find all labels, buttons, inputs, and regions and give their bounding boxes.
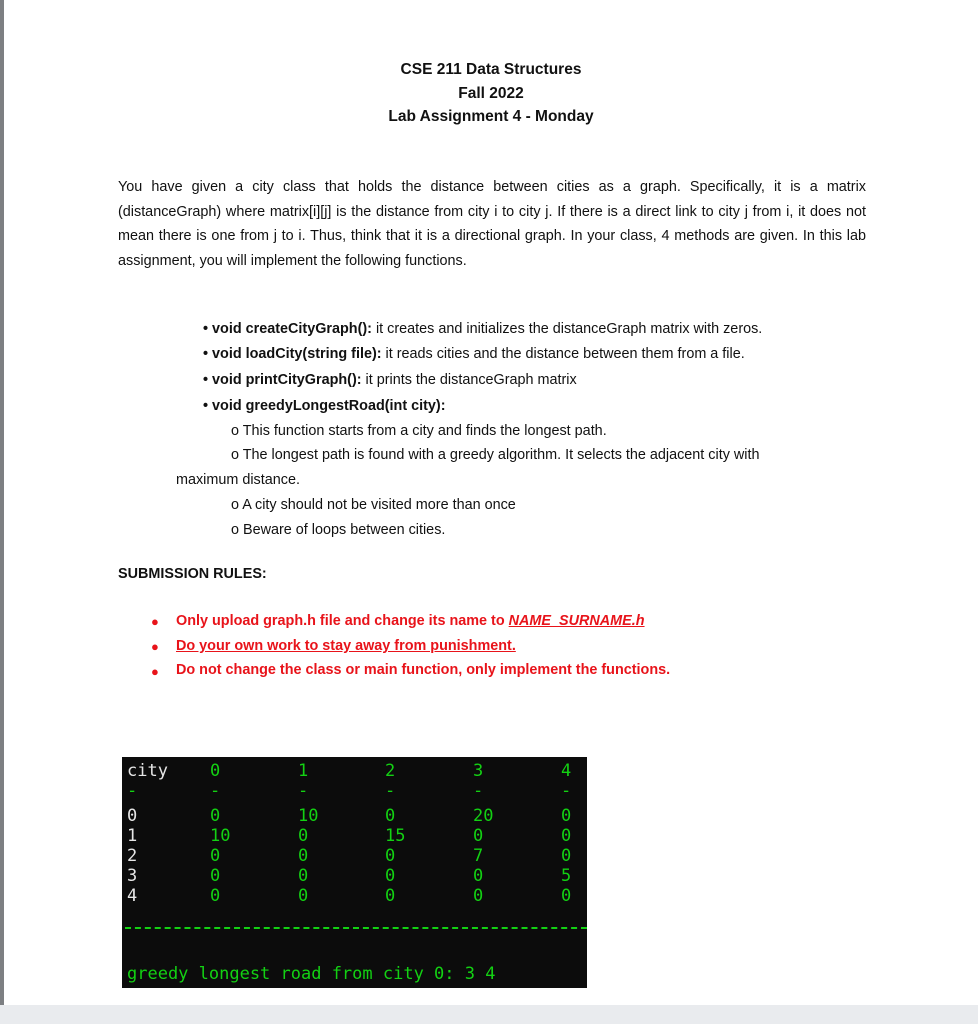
submission-rule — [176, 613, 645, 629]
function-item — [203, 372, 577, 388]
separator: - — [127, 781, 138, 801]
matrix-cell: 0 — [561, 826, 572, 846]
function-name: void loadCity(string file): — [212, 346, 382, 362]
separator: - — [473, 781, 484, 801]
matrix-cell: 5 — [561, 866, 572, 886]
function-desc: it creates and initializes the distanceGraph matrix with zeros. — [371, 321, 763, 337]
submission-heading: SUBMISSION RULES: — [118, 566, 267, 582]
bullet: • — [203, 321, 209, 337]
matrix-cell: 0 — [385, 886, 396, 906]
filename-format: NAME_SURNAME.h — [508, 613, 645, 629]
matrix-cell: 15 — [385, 826, 406, 846]
column-header: 4 — [561, 761, 572, 781]
column-header: 0 — [210, 761, 221, 781]
terminal-output — [122, 757, 587, 988]
corner-label: city — [127, 761, 168, 781]
submission-rule: Do your own work to stay away from punishment. — [176, 638, 516, 654]
matrix-cell: 0 — [210, 846, 221, 866]
matrix-cell: 0 — [210, 806, 221, 826]
matrix-cell: 0 — [210, 886, 221, 906]
terminal-divider — [125, 927, 587, 929]
function-name: void printCityGraph(): — [212, 372, 362, 388]
matrix-cell: 0 — [298, 826, 309, 846]
greedy-detail-continued: maximum distance. — [176, 472, 300, 488]
separator: - — [385, 781, 396, 801]
row-header: 4 — [127, 886, 138, 906]
page-gap — [0, 1005, 978, 1024]
matrix-cell: 0 — [473, 826, 484, 846]
row-header: 3 — [127, 866, 138, 886]
greedy-detail: o A city should not be visited more than once — [231, 497, 516, 513]
matrix-cell: 0 — [561, 846, 572, 866]
matrix-cell: 0 — [561, 886, 572, 906]
bullet: • — [203, 346, 209, 362]
intro-paragraph: You have given a city class that holds the distance between cities as a graph. Specifically, it is a matrix (distanceGraph) where matrix[i][j] is the distance from city i to city j. If there is a direct link to city j from i, it does not mean there is one from j to i. Thus, think that it is a directional graph. In your class, 4 methods are given. In this lab assignment, you will implement the following functions. — [118, 179, 866, 269]
matrix-cell: 0 — [385, 846, 396, 866]
matrix-cell: 0 — [385, 866, 396, 886]
rule-text: Only upload graph.h file and change its name to — [176, 613, 509, 629]
submission-rule: Do not change the class or main function, only implement the functions. — [176, 662, 671, 678]
matrix-cell: 0 — [473, 886, 484, 906]
separator: - — [210, 781, 221, 801]
row-header: 2 — [127, 846, 138, 866]
term: Fall 2022 — [458, 84, 524, 102]
greedy-detail: o Beware of loops between cities. — [231, 522, 446, 538]
red-bullet: ● — [151, 614, 159, 629]
assignment-title: Lab Assignment 4 - Monday — [388, 108, 594, 125]
function-desc: it prints the distanceGraph matrix — [361, 372, 577, 388]
function-name: void createCityGraph(): — [212, 321, 372, 337]
column-header: 1 — [298, 761, 309, 781]
matrix-cell: 0 — [561, 806, 572, 826]
document-header — [4, 58, 978, 129]
matrix-cell: 0 — [298, 886, 309, 906]
separator: - — [561, 781, 572, 801]
greedy-detail: o The longest path is found with a greedy algorithm. It selects the adjacent city with — [231, 447, 760, 463]
bullet: • — [203, 372, 209, 388]
matrix-cell: 0 — [473, 866, 484, 886]
matrix-cell: 0 — [298, 846, 309, 866]
greedy-detail: o This function starts from a city and finds the longest path. — [231, 423, 607, 439]
matrix-cell: 10 — [298, 806, 319, 826]
function-item — [203, 321, 762, 337]
matrix-cell: 20 — [473, 806, 494, 826]
red-bullet: ● — [151, 664, 159, 679]
matrix-cell: 0 — [298, 866, 309, 886]
matrix-cell: 0 — [210, 866, 221, 886]
function-name: void greedyLongestRoad(int city): — [212, 398, 446, 414]
bullet: • — [203, 398, 209, 414]
row-header: 1 — [127, 826, 138, 846]
separator: - — [298, 781, 309, 801]
greedy-result: greedy longest road from city 0: 3 4 — [127, 964, 496, 984]
column-header: 3 — [473, 761, 484, 781]
matrix-cell: 0 — [385, 806, 396, 826]
row-header: 0 — [127, 806, 138, 826]
red-bullet: ● — [151, 639, 159, 654]
document-page — [4, 0, 978, 1005]
function-item — [203, 346, 745, 362]
course-title: CSE 211 Data Structures — [400, 61, 582, 78]
matrix-cell: 10 — [210, 826, 231, 846]
matrix-cell: 7 — [473, 846, 484, 866]
function-desc: it reads cities and the distance between them from a file. — [381, 346, 745, 362]
column-header: 2 — [385, 761, 396, 781]
function-item — [203, 398, 446, 414]
